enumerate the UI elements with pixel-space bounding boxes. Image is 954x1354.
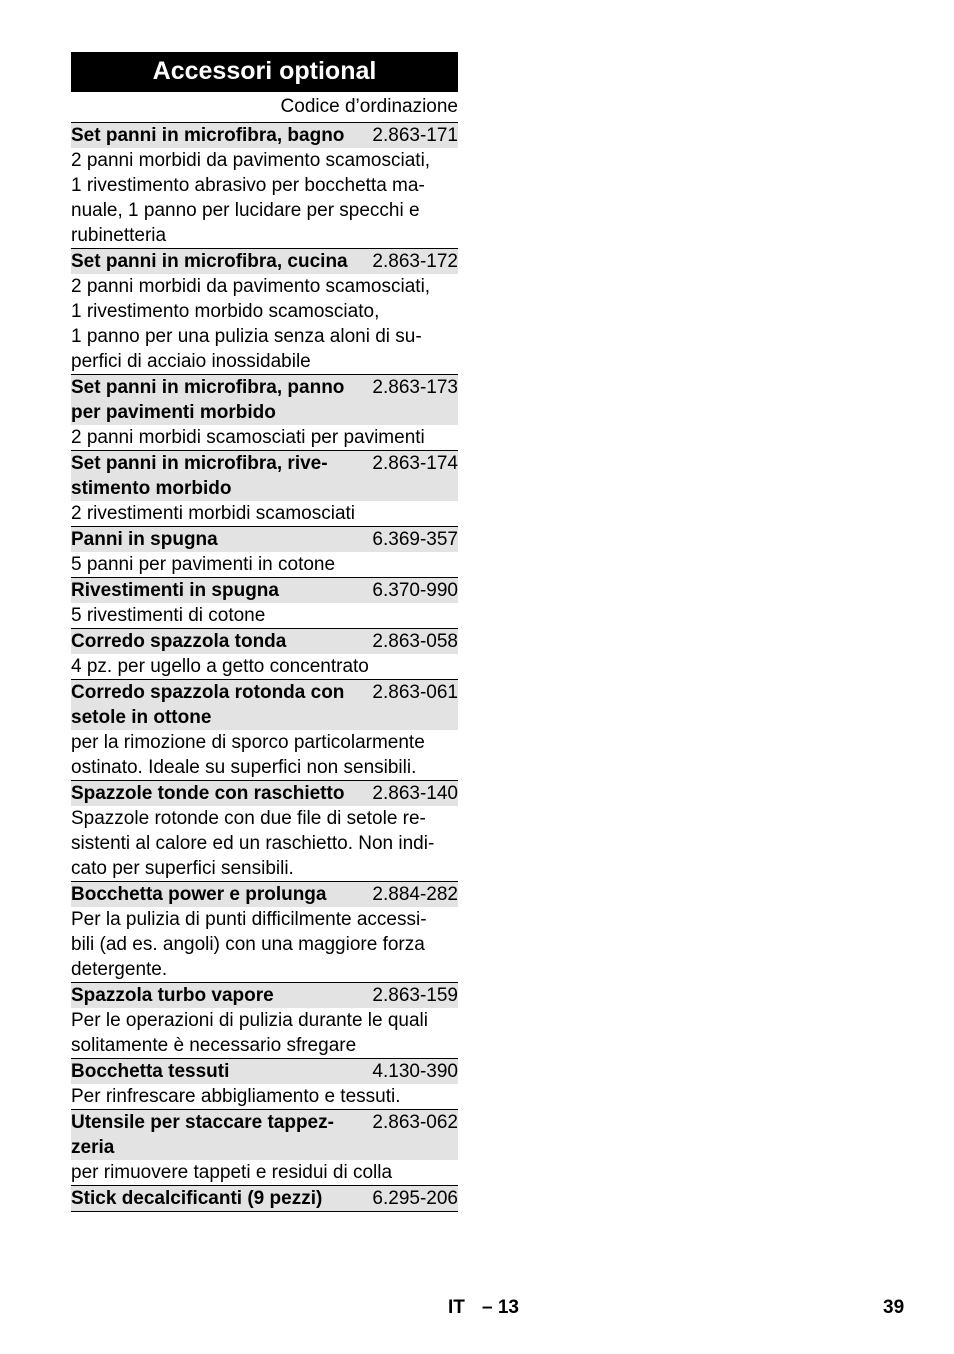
accessory-name: Rivestimenti in spugna (71, 580, 279, 601)
accessory-item-header (71, 450, 458, 501)
accessory-description: per la rimozione di sporco particolarmente ostinato. Ideale su superfici non sensibili. (71, 732, 425, 778)
accessory-name: Stick decalcificanti (9 pezzi) (71, 1188, 323, 1209)
order-code-header: Codice d’ordinazione (71, 92, 458, 123)
accessory-code: 2.863-062 (372, 1112, 458, 1133)
accessory-item-header (71, 1109, 458, 1160)
accessory-item-header (71, 1058, 458, 1084)
accessory-name: Utensile per staccare tappez- zeria (71, 1112, 334, 1158)
accessory-description: 2 panni morbidi da pavimento scamosciati, 1 rivestimento abrasivo per bocchetta ma- nuale, 1 panno per lucidare per specchi e rubinetteria (71, 150, 431, 246)
accessory-code: 2.863-140 (372, 783, 458, 804)
accessory-name: Set panni in microfibra, panno per pavimenti morbido (71, 377, 345, 423)
footer-page-number: 39 (883, 1297, 905, 1318)
accessory-code: 6.295-206 (372, 1188, 458, 1209)
accessory-description: per rimuovere tappeti e residui di colla (71, 1162, 393, 1183)
footer-section-page: – 13 (482, 1297, 519, 1318)
accessory-code: 2.863-171 (372, 125, 458, 146)
accessory-code: 2.863-058 (372, 631, 458, 652)
accessory-description: 4 pz. per ugello a getto concentrato (71, 656, 369, 677)
accessory-name: Set panni in microfibra, rive- stimento morbido (71, 453, 328, 499)
accessory-code: 2.863-174 (372, 453, 458, 474)
accessory-name: Set panni in microfibra, bagno (71, 125, 345, 146)
accessories-column (71, 52, 458, 1212)
accessories-list (71, 123, 458, 1212)
accessory-item-header (71, 374, 458, 425)
accessory-code: 2.884-282 (372, 884, 458, 905)
accessory-item-header (71, 881, 458, 907)
accessory-description: 5 panni per pavimenti in cotone (71, 554, 336, 575)
accessory-description: Per la pulizia di punti difficilmente accessi- bili (ad es. angoli) con una maggiore forza detergente. (71, 909, 427, 980)
accessory-item-header (71, 679, 458, 730)
accessory-name: Bocchetta power e prolunga (71, 884, 327, 905)
accessory-code: 6.369-357 (372, 529, 458, 550)
accessory-description: Per le operazioni di pulizia durante le quali solitamente è necessario sfregare (71, 1010, 429, 1056)
accessory-item-header (71, 1185, 458, 1212)
accessory-name: Spazzola turbo vapore (71, 985, 274, 1006)
accessory-item-header (71, 577, 458, 603)
accessory-description: 2 panni morbidi da pavimento scamosciati, 1 rivestimento morbido scamosciato, 1 panno per una pulizia senza aloni di su- perfici di acciaio inossidabile (71, 276, 431, 372)
accessory-item-header (71, 982, 458, 1008)
accessory-code: 2.863-159 (372, 985, 458, 1006)
accessory-code: 2.863-172 (372, 251, 458, 272)
accessory-name: Panni in spugna (71, 529, 218, 550)
accessory-description: Per rinfrescare abbigliamento e tessuti. (71, 1086, 401, 1107)
section-title: Accessori optional (71, 52, 458, 92)
accessory-description: Spazzole rotonde con due file di setole re- sistenti al calore ed un raschietto. Non indi- cato per superfici sensibili. (71, 808, 435, 879)
accessory-item-header (71, 248, 458, 274)
accessory-description: 2 rivestimenti morbidi scamosciati (71, 503, 356, 524)
accessory-name: Bocchetta tessuti (71, 1061, 230, 1082)
accessory-code: 2.863-061 (372, 682, 458, 703)
accessory-item-header (71, 780, 458, 806)
accessory-code: 4.130-390 (372, 1061, 458, 1082)
accessory-item-header (71, 628, 458, 654)
accessory-name: Corredo spazzola tonda (71, 631, 287, 652)
accessory-item-header (71, 123, 458, 148)
accessory-code: 6.370-990 (372, 580, 458, 601)
accessory-name: Corredo spazzola rotonda con setole in ottone (71, 682, 345, 728)
accessory-description: 5 rivestimenti di cotone (71, 605, 266, 626)
accessory-item-header (71, 526, 458, 552)
accessory-name: Set panni in microfibra, cucina (71, 251, 348, 272)
accessory-name: Spazzole tonde con raschietto (71, 783, 345, 804)
accessory-description: 2 panni morbidi scamosciati per pavimenti (71, 427, 425, 448)
footer-language: IT (448, 1297, 465, 1318)
accessory-code: 2.863-173 (372, 377, 458, 398)
